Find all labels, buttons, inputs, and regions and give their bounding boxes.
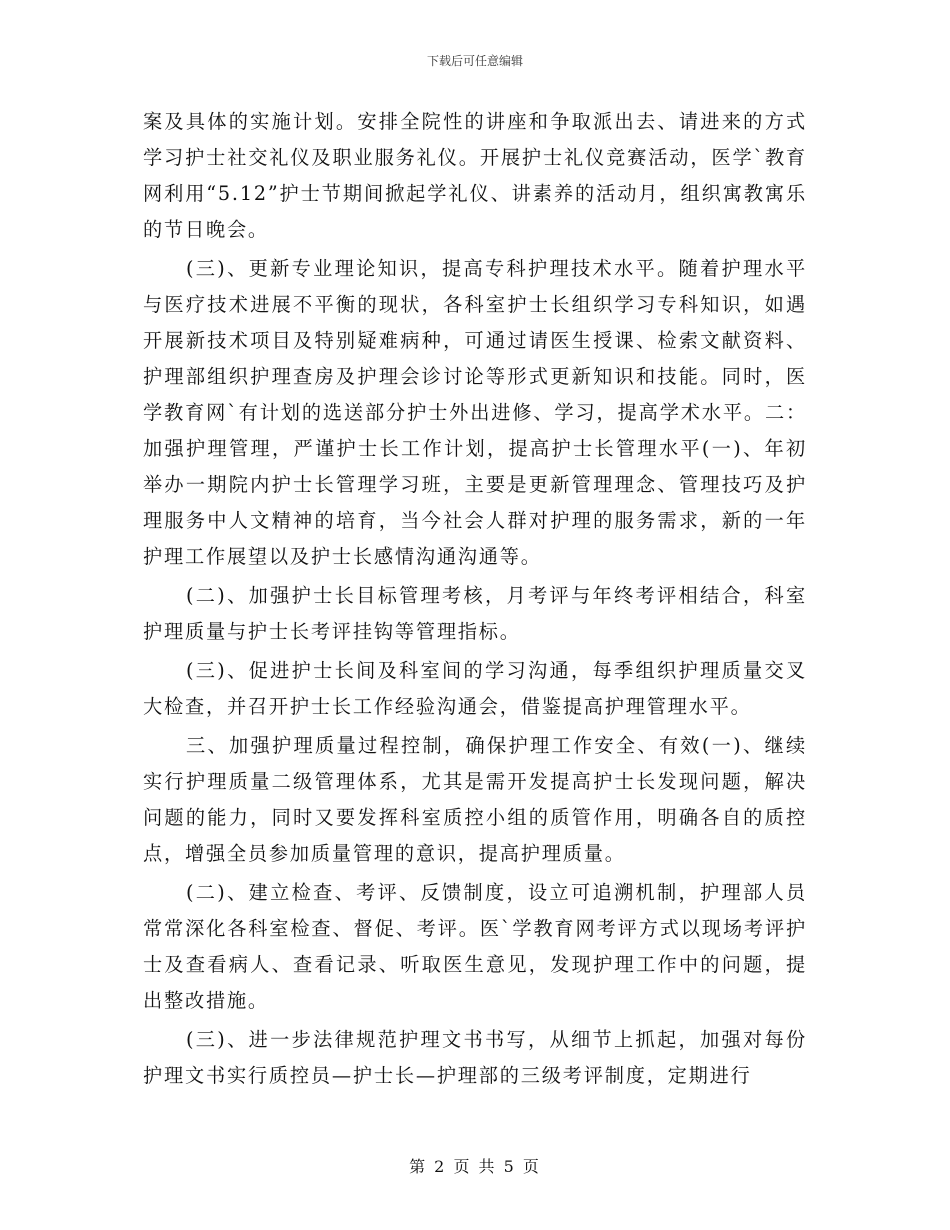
page-footer: 第 2 页 共 5 页: [409, 1157, 541, 1176]
paragraph: (二)、建立检查、考评、反馈制度，设立可追溯机制，护理部人员常常深化各科室检查、督促、考评。医`学教育网考评方式以现场考评护士及查看病人、查看记录、听取医生意见，发现护理工作中的问题，提出整改措施。: [143, 881, 807, 1012]
paragraph: (三)、更新专业理论知识，提高专科护理技术水平。随着护理水平与医疗技术进展不平衡的现状，各科室护士长组织学习专科知识，如遇开展新技术项目及特别疑难病种，可通过请医生授课、检索文献资料、护理部组织护理查房及护理会诊讨论等形式更新知识和技能。同时，医学教育网`有计划的选送部分护士外出进修、学习，提高学术水平。二：加强护理管理，严谨护士长工作计划，提高护士长管理水平(一)、年初举办一期院内护士长管理学习班，主要是更新管理理念、管理技巧及护理服务中人文精神的培育，当今社会人群对护理的服务需求，新的一年护理工作展望以及护士长感情沟通沟通等。: [143, 257, 807, 568]
page-header: 下载后可任意编辑: [426, 54, 523, 68]
paragraph: (三)、进一步法律规范护理文书书写，从细节上抓起，加强对每份护理文书实行质控员—护士长—护理部的三级考评制度，定期进行: [143, 1028, 807, 1087]
paragraph: 三、加强护理质量过程控制，确保护理工作安全、有效(一)、继续实行护理质量二级管理体系，尤其是需开发提高护士长发现问题，解决问题的能力，同时又要发挥科室质控小组的质管作用，明确各自的质控点，增强全员参加质量管理的意识，提高护理质量。: [143, 734, 807, 865]
paragraph: (二)、加强护士长目标管理考核，月考评与年终考评相结合，科室护理质量与护士长考评挂钩等管理指标。: [143, 584, 807, 643]
paragraph: (三)、促进护士长间及科室间的学习沟通，每季组织护理质量交叉大检查，并召开护士长工作经验沟通会，借鉴提高护理管理水平。: [143, 659, 807, 718]
document-body: [143, 104, 807, 1097]
paragraph: 案及具体的实施计划。安排全院性的讲座和争取派出去、请进来的方式学习护士社交礼仪及职业服务礼仪。开展护士礼仪竞赛活动，医学`教育网利用“5.12”护士节期间掀起学礼仪、讲素养的活动月，组织寓教寓乐的节日晚会。: [143, 110, 807, 241]
